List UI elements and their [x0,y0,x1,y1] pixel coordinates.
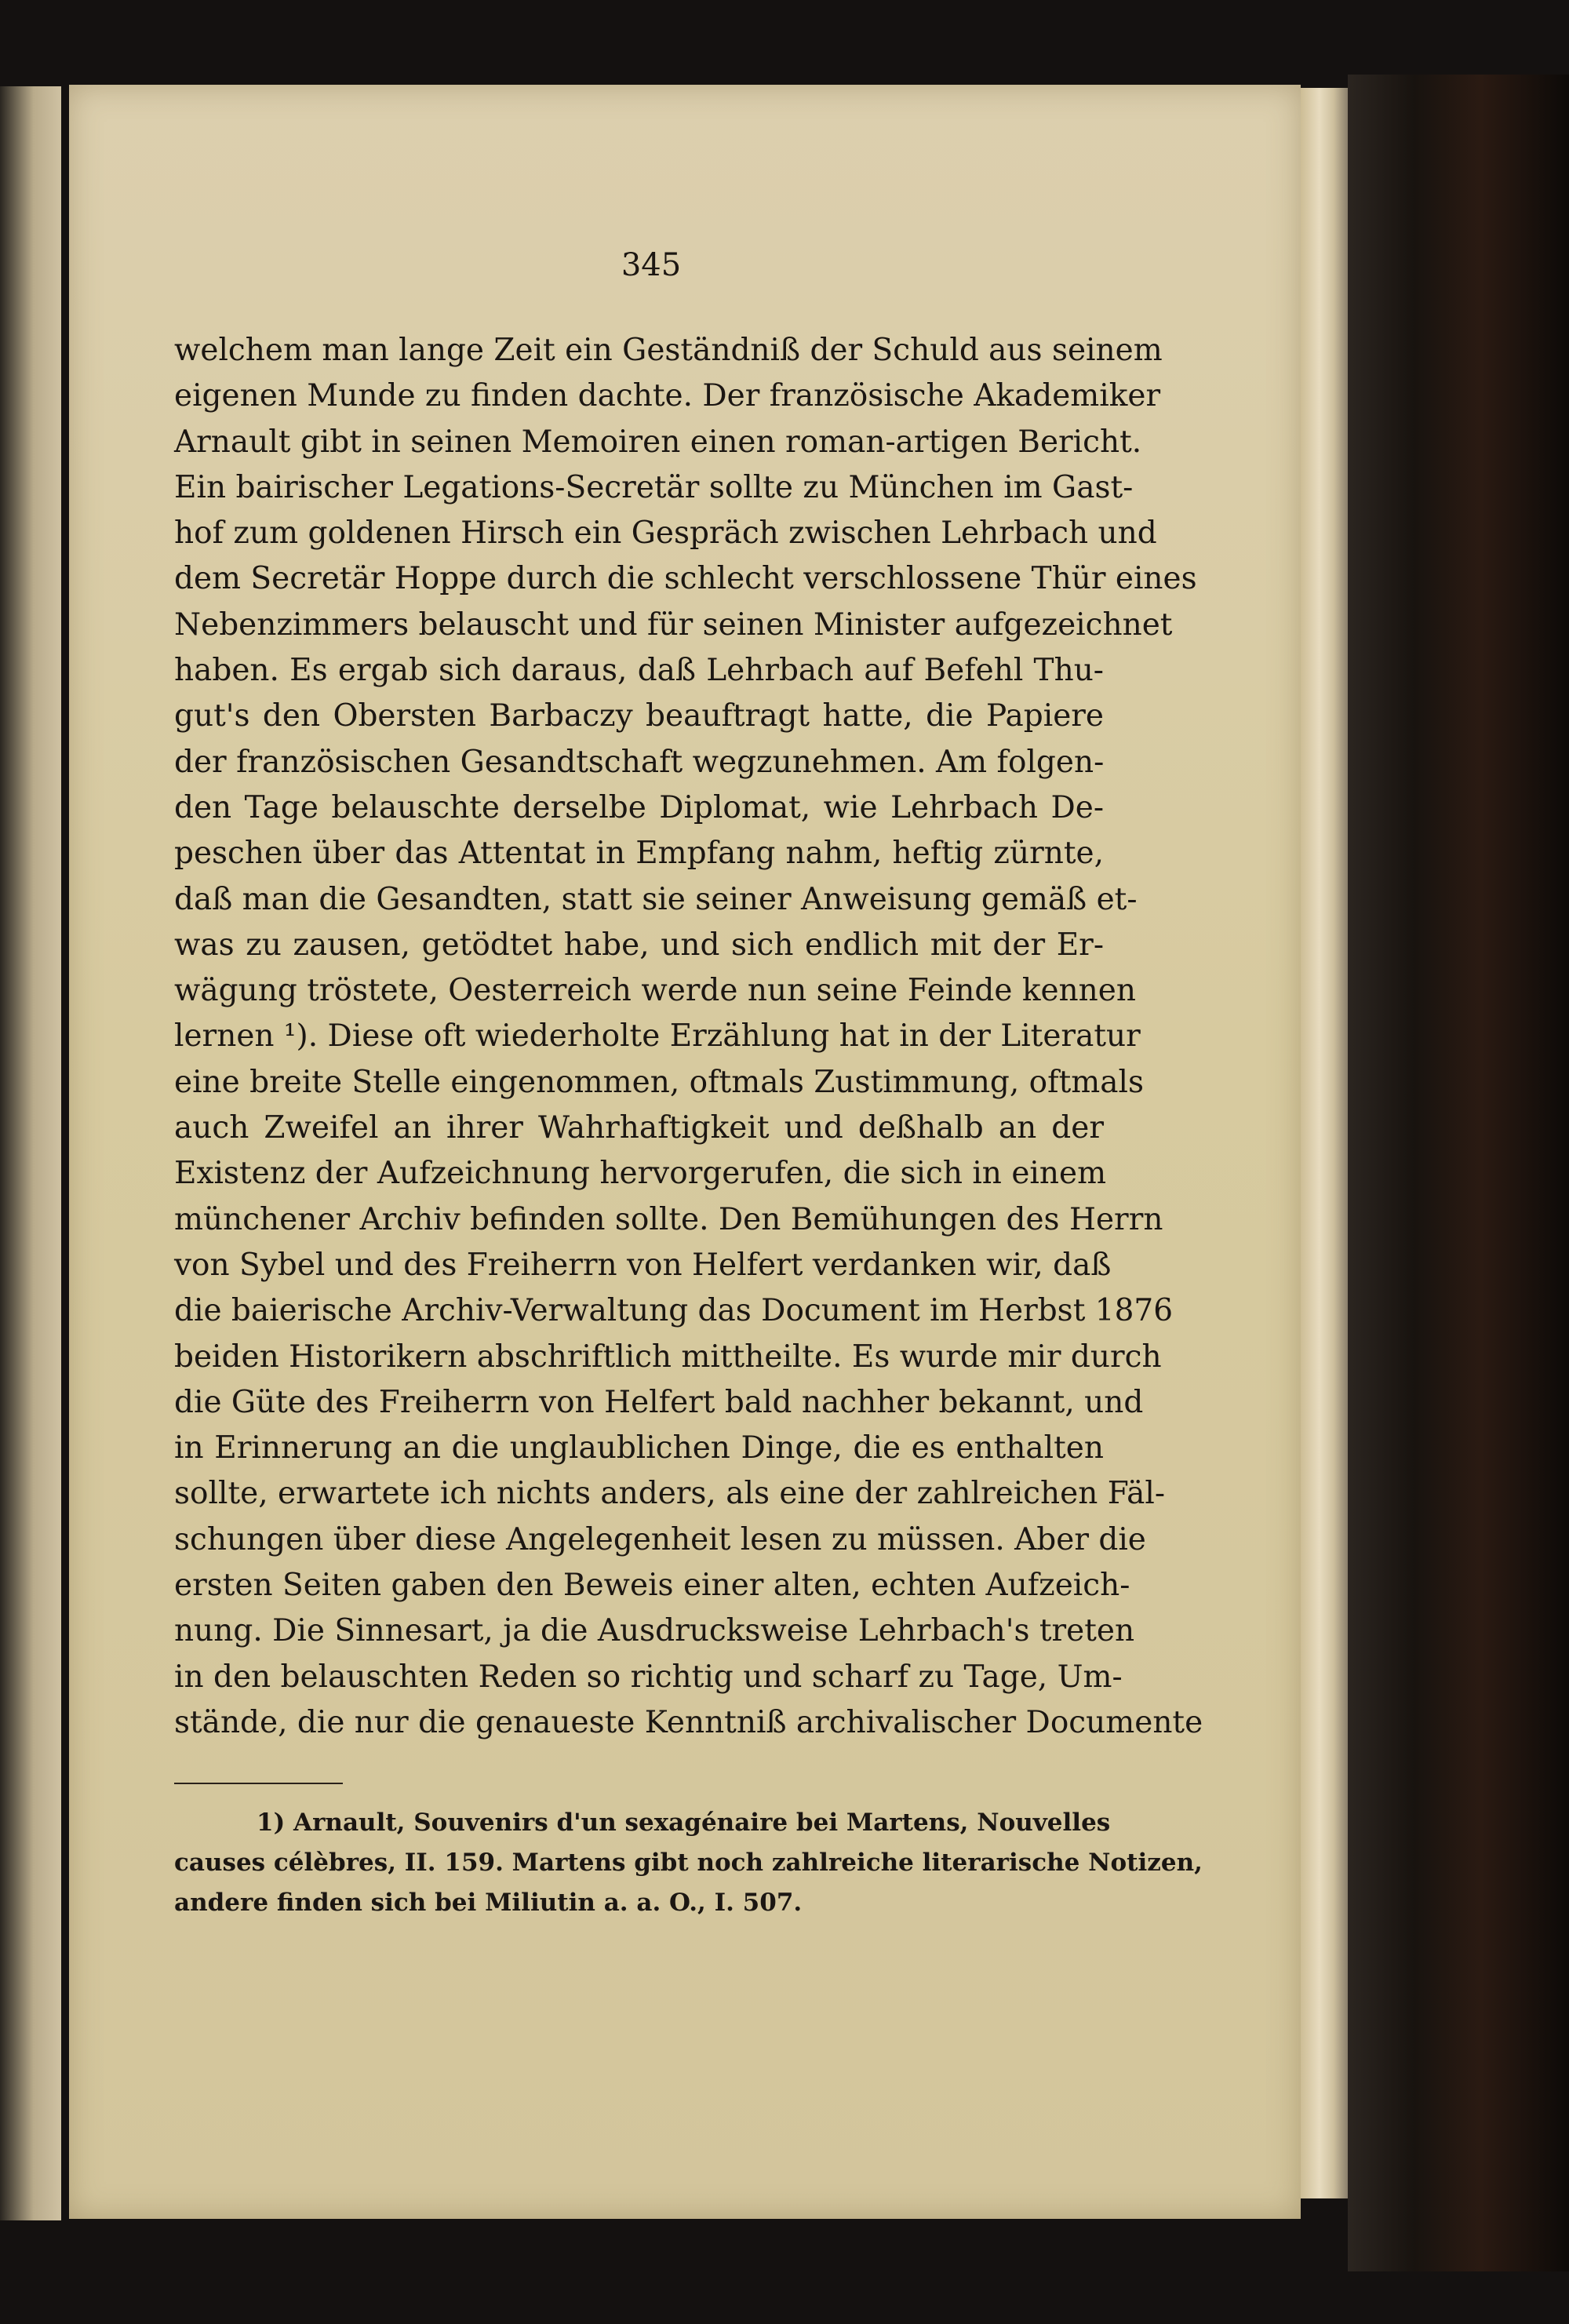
text-line: eine breite Stelle eingenommen, oftmals Zustimmung, oftmals [174,1064,1144,1100]
text-line: was zu zausen, getödtet habe, und sich endlich mit der Er- [174,927,1104,963]
text-line: Arnault gibt in seinen Memoiren einen roman-artigen Bericht. [174,424,1142,460]
text-line: der französischen Gesandtschaft wegzunehmen. Am folgen- [174,744,1105,780]
text-line: welchem man lange Zeit ein Geständniß der Schuld aus seinem [174,333,1163,368]
text-line: von Sybel und des Freiherrn von Helfert verdanken wir, daß [174,1247,1112,1283]
text-line: Existenz der Aufzeichnung hervorgerufen, die sich in einem [174,1156,1107,1192]
previous-page-edge [0,86,61,2220]
body-text [174,328,1203,1746]
text-line: in Erinnerung an die unglaublichen Dinge, die es enthalten [174,1430,1104,1466]
text-line: stände, die nur die genaueste Kenntniß archivalischer Documente [174,1704,1203,1740]
text-line: hof zum goldenen Hirsch ein Gespräch zwischen Lehrbach und [174,515,1157,552]
text-line: die baierische Archiv-Verwaltung das Document im Herbst 1876 [174,1293,1174,1329]
footnote [174,1803,1203,1923]
footnote-line: andere finden sich bei Miliutin a. a. O., I. 507. [174,1889,803,1917]
footnote-line: 1) Arnault, Souvenirs d'un sexagénaire bei Martens, Nouvelles [257,1809,1111,1837]
text-line: Ein bairischer Legations-Secretär sollte zu München im Gast- [174,469,1134,505]
text-line: münchener Archiv befinden sollte. Den Bemühungen des Herrn [174,1201,1163,1237]
text-line: peschen über das Attentat in Empfang nahm, heftig zürnte, [174,836,1104,872]
book-cover-edge [1348,75,1569,2271]
text-line: in den belauschten Reden so richtig und scharf zu Tage, Um- [174,1659,1123,1695]
text-line: den Tage belauschte derselbe Diplomat, wie Lehrbach De- [174,789,1104,825]
text-line: nung. Die Sinnesart, ja die Ausdrucksweise Lehrbach's treten [174,1613,1135,1649]
footnote-line: causes célèbres, II. 159. Martens gibt noch zahlreiche literarische Notizen, [174,1849,1203,1877]
text-line: eigenen Munde zu finden dachte. Der französische Akademiker [174,378,1161,414]
text-line: die Güte des Freiherrn von Helfert bald nachher bekannt, und [174,1384,1144,1420]
text-line: sollte, erwartete ich nichts anders, als eine der zahlreichen Fäl- [174,1476,1166,1512]
text-line: beiden Historikern abschriftlich mittheilte. Es wurde mir durch [174,1339,1162,1375]
text-line: Nebenzimmers belauscht und für seinen Minister aufgezeichnet [174,606,1173,643]
text-line: gut's den Obersten Barbaczy beauftragt hatte, die Papiere [174,698,1104,734]
text-line: daß man die Gesandten, statt sie seiner Anweisung gemäß et- [174,881,1138,917]
text-line: haben. Es ergab sich daraus, daß Lehrbach auf Befehl Thu- [174,653,1104,689]
text-line: lernen ¹). Diese oft wiederholte Erzählung hat in der Literatur [174,1018,1141,1055]
text-line: ersten Seiten gaben den Beweis einer alten, echten Aufzeich- [174,1568,1130,1604]
page-number: 345 [621,247,682,283]
text-line: dem Secretär Hoppe durch die schlecht verschlossene Thür eines [174,561,1197,597]
text-line: wägung tröstete, Oesterreich werde nun seine Feinde kennen [174,973,1136,1009]
page-stack-edge [1301,88,1348,2198]
footnote-divider [174,1783,343,1784]
text-line: auch Zweifel an ihrer Wahrhaftigkeit und deßhalb an der [174,1110,1104,1146]
text-line: schungen über diese Angelegenheit lesen zu müssen. Aber die [174,1521,1146,1557]
